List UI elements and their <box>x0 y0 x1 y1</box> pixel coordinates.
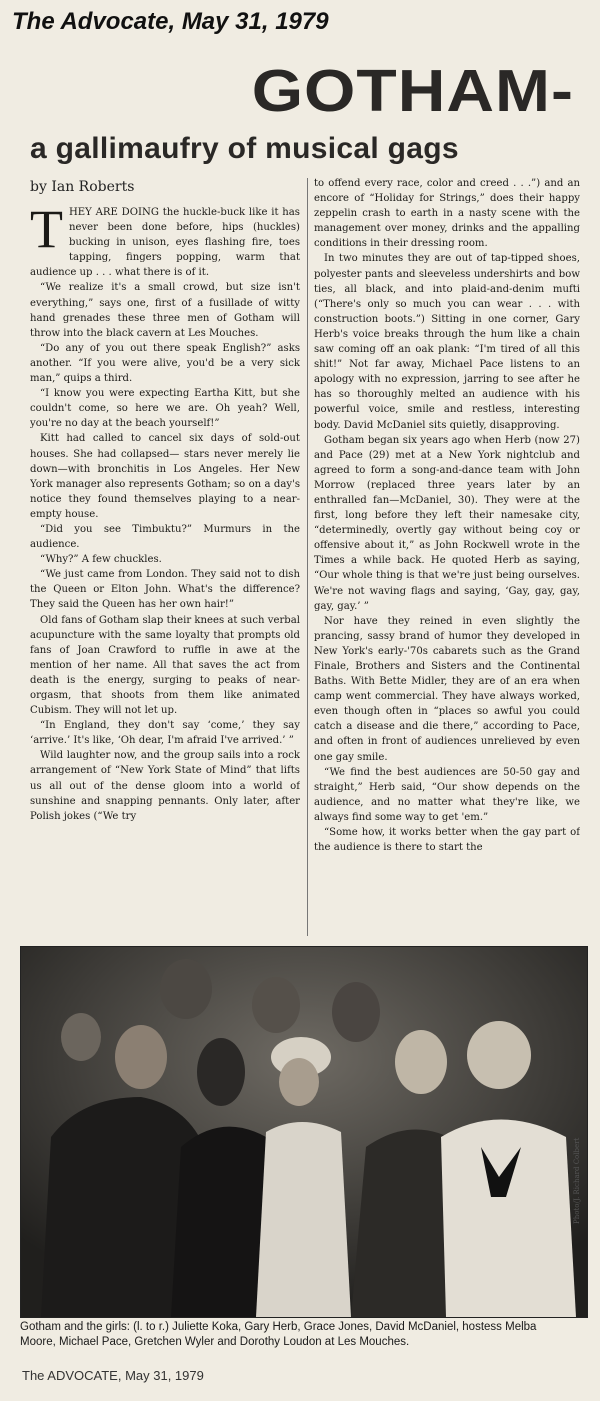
article-paragraph: “We realize it's a small crowd, but size isn't everything,” says one, first of a fusillade of witty hand grenades these three men of Gotham will throw into the black cavern at Les Mouches. <box>30 282 300 339</box>
article-paragraph: “In England, they don't say ‘come,’ they say ‘arrive.’ It's like, ‘Oh dear, I'm afraid I've arrived.’ ” <box>30 720 300 747</box>
photo-figures <box>21 947 587 1317</box>
footer-dateline: The ADVOCATE, May 31, 1979 <box>22 1368 204 1383</box>
article-paragraph: “We find the best audiences are 50-50 gay and straight,” Herb said, “Our show depends on the audience, and no matter what they're like, we always find some way to get 'em.” <box>314 766 580 823</box>
article-paragraph: “Some how, it works better when the gay part of the audience is there to start the <box>314 827 580 854</box>
article-paragraph: “Do any of you out there speak English?” asks another. “If you were alive, you'd be a very sick man,” quips a third. <box>30 342 300 385</box>
article-paragraph: “I know you were expecting Eartha Kitt, but she couldn't come, so here we are. Oh yeah? Well, you're no day at the beach yourself!” <box>30 388 300 430</box>
group-photo <box>20 946 588 1318</box>
publication-banner: The Advocate, May 31, 1979 <box>12 8 329 35</box>
headline: GOTHAM- <box>251 56 574 124</box>
photo-credit: Photo/J. Richard Colbert <box>573 1137 581 1224</box>
column-divider <box>307 178 308 936</box>
paragraph-text: HEY ARE DOING the huckle-buck like it has never been done before, hips (huckles) bucking in unison, eyes flashing fire, toes tapping, fingers popping, warm that audience up . . . what there is of it. <box>30 207 300 279</box>
article-paragraph: Old fans of Gotham slap their knees at such verbal acupuncture with the same loyalty that prompts old fans of Joan Crawford to ruffle in awe at the mention of her name. All that saves the act from death is the energy, surging to peaks of near-orgasm, that shoots from them like animated Cubism. They will not let up. <box>30 614 300 717</box>
article-column-left <box>30 205 300 931</box>
article-paragraph: “Why?” A few chuckles. <box>40 554 162 566</box>
article-paragraph: In two minutes they are out of tap-tipped shoes, polyester pants and sleeveless undershirts and bow ties, all black, and into plaid-and-denim mufti (“There's only so much you can wear . . . with construction boots.”) Sitting in one corner, Gary Herb's voice breaks through the hum like a chain saw coming off an oak plank: “I'm tired of all this shit!” Not far away, Michael Pace listens to an apology with no expression, jarring to see after he has so thoroughly melted an audience with his powerful voice, smile and restless, interesting body. David McDaniel sits quietly, disapproving. <box>314 253 580 431</box>
drop-cap: T <box>30 205 63 259</box>
article-column-right <box>314 176 580 936</box>
article-paragraph <box>30 205 300 280</box>
article-paragraph: “We just came from London. They said not to dish the Queen or Elton John. What's the difference? They said the Queen has her own hair!” <box>30 569 300 611</box>
subheadline: a gallimaufry of musical gags <box>30 132 459 165</box>
article-paragraph: to offend every race, color and creed . . .”) and an encore of “Holiday for Strings,” does their happy zeppelin crash to earth in a nasty scene with the management over money, drinks and the appalling conditions in their dressing room. <box>314 178 580 250</box>
article-paragraph: Gotham began six years ago when Herb (now 27) and Pace (29) met at a New York nightclub and agreed to form a song-and-dance team with John Morrow (replaced three years later by an enthralled fan—McDaniel, 30). They were at the first, long before they left their namesake city, “determinedly, overtly gay without being coy or offensive about it,” as John Rockwell wrote in the Times a while back. He quoted Herb as saying, “Our whole thing is that we're just being ourselves. We're not waving flags and saying, ‘Gay, gay, gay, gay, gay.’ ” <box>314 434 580 612</box>
byline: by Ian Roberts <box>30 179 135 195</box>
photo-caption: Gotham and the girls: (l. to r.) Juliette Koka, Gary Herb, Grace Jones, David McDaniel, hostess Melba Moore, Michael Pace, Gretchen Wyler and Dorothy Loudon at Les Mouches. <box>20 1321 537 1348</box>
article-paragraph: Nor have they reined in even slightly the prancing, sassy brand of humor they developed in New York's early-'70s cabarets such as the Grand Finale, Brothers and Sisters and the Continental Baths. With Bette Midler, they are of an era when camp went commercial. They have always worked, even though often in “places so awful you could catch a disease and die there,” according to Pace, and often in front of audiences unrelieved by even one gay smile. <box>314 615 580 763</box>
article-paragraph: “Did you see Timbuktu?” Murmurs in the audience. <box>30 523 300 551</box>
article-paragraph: Wild laughter now, and the group sails into a rock arrangement of “New York State of Mind” that lifts us all out of the dense gloom into a world of sunshine and snapping pennants. Only later, after Polish jokes (“We try <box>30 750 300 822</box>
article-paragraph: Kitt had called to cancel six days of sold-out houses. She had collapsed— stars never merely lie down—with bronchitis in Los Angeles. Her New York manager also represents Gotham; so on a day's notice they found themselves playing to a near-empty house. <box>30 433 300 520</box>
